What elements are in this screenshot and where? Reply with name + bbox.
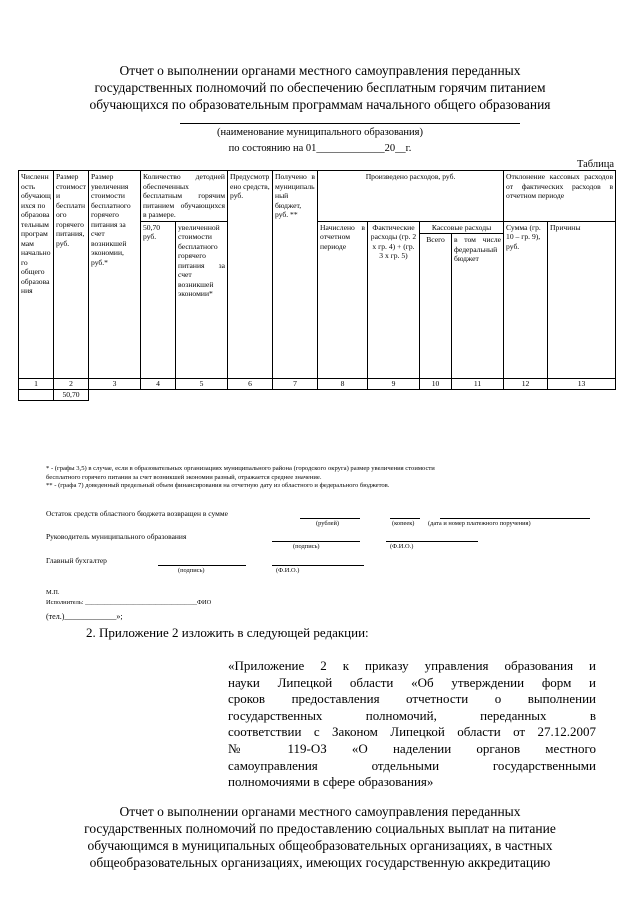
header-col7: Получено в муниципальный бюджет, руб. ** xyxy=(273,171,318,379)
quote-line: сроков предоставления отчетности о выполнении xyxy=(228,691,596,707)
empty-cell xyxy=(318,390,368,401)
report-title-2 xyxy=(20,803,620,871)
empty-cell xyxy=(548,390,616,401)
fio-caption: (Ф.И.О.) xyxy=(390,543,414,550)
quote-line: государственных полномочий, переданных в xyxy=(228,707,596,723)
column-number: 9 xyxy=(368,379,420,390)
header-col12-13: Отклонение кассовых расходов от фактических расходов в отчетном периоде xyxy=(504,171,616,222)
empty-cell xyxy=(273,390,318,401)
head-signature-field[interactable] xyxy=(272,541,360,542)
header-col12: Сумма (гр. 10 – гр. 9), руб. xyxy=(504,221,548,379)
column-number: 5 xyxy=(176,379,228,390)
header-col2: Размер стоимости бесплатного горячего питания, руб. xyxy=(54,171,89,379)
empty-cell xyxy=(176,390,228,401)
kopecks-caption: (копеек) xyxy=(392,520,415,527)
table-row xyxy=(19,390,616,401)
head-fio-field[interactable] xyxy=(386,541,478,542)
municipality-caption: (наименование муниципального образования) xyxy=(216,127,424,138)
table-cell[interactable]: 50,70 xyxy=(54,390,89,401)
header-col10: Всего xyxy=(420,234,452,379)
header-col4: 50,70 руб. xyxy=(141,221,176,379)
report-title-line: обучающихся по образовательным программам начального общего образования xyxy=(89,97,551,112)
signature-caption: (подпись) xyxy=(293,543,320,550)
rubles-caption: (рублей) xyxy=(316,520,340,527)
empty-cell xyxy=(228,390,273,401)
footnote-1-line: * - (графы 3,5) в случае, если в образовательных организациях муниципального района (городского округа) размер увеличения стоимости xyxy=(46,465,435,472)
payment-caption: (дата и номер платежного поручения) xyxy=(428,520,531,527)
column-number: 7 xyxy=(273,379,318,390)
empty-cell xyxy=(368,390,420,401)
header-col8-11: Произведено расходов, руб. xyxy=(318,171,504,222)
column-number: 3 xyxy=(89,379,141,390)
footnote-2: ** - (графа 7) доведенный предельный объем финансирования на отчетную дату из областного и федерального бюджетов. xyxy=(46,482,390,490)
header-col8: Начислено в отчетном периоде xyxy=(318,221,368,379)
table-cell[interactable] xyxy=(19,390,54,401)
footnote-1-line: бесплатного горячего питания за счет возникшей экономии разный, отражается среднее значение. xyxy=(46,473,322,481)
empty-cell xyxy=(141,390,176,401)
remainder-label: Остаток средств областного бюджета возвращен в сумме xyxy=(46,509,228,518)
accountant-signature-caption: (подпись) xyxy=(178,567,205,574)
accountant-fio-caption: (Ф.И.О.) xyxy=(276,567,300,574)
footnotes xyxy=(46,465,606,491)
header-col4-5: Количество детодней обеспеченных бесплатным горячим питанием обучающихся в размере. xyxy=(141,171,228,222)
report-title xyxy=(20,62,620,113)
column-numbers-row xyxy=(19,379,616,390)
accountant-label: Главный бухгалтер xyxy=(46,556,107,565)
header-col13: Причины xyxy=(548,221,616,379)
report-title-line: государственных полномочий по обеспечению бесплатным горячим питанием xyxy=(94,80,546,95)
quote-line: науки Липецкой области «Об утверждении форм и xyxy=(228,674,596,690)
report-title-line: Отчет о выполнении органами местного самоуправления переданных xyxy=(119,63,521,78)
column-number: 8 xyxy=(318,379,368,390)
column-number: 13 xyxy=(548,379,616,390)
column-number: 6 xyxy=(228,379,273,390)
column-number: 12 xyxy=(504,379,548,390)
header-col11: в том числе федеральный бюджет xyxy=(452,234,504,379)
column-number: 1 xyxy=(19,379,54,390)
header-col10-11: Кассовые расходы xyxy=(420,221,504,234)
column-number: 11 xyxy=(452,379,504,390)
header-col5: увеличенной стоимости бесплатного горячего питания за счет возникшей экономии* xyxy=(176,221,228,379)
report-title-2-line: обучающимся в муниципальных общеобразовательных организациях, в частных xyxy=(87,838,553,853)
municipality-name-line xyxy=(180,123,520,124)
column-number: 4 xyxy=(141,379,176,390)
quote-line: самоуправления отдельными государственными xyxy=(228,757,596,773)
rubles-field[interactable] xyxy=(300,518,360,519)
quote-line: полномочиями в сфере образования» xyxy=(228,774,434,790)
mp-label: М.П. xyxy=(46,589,60,596)
quote-line: № 119-ОЗ «О наделении органов местного xyxy=(228,740,596,756)
accountant-fio-field[interactable] xyxy=(272,565,364,566)
annex-quote xyxy=(228,658,596,791)
header-col9: Фактические расходы (гр. 2 х гр. 4) + (гр. 3 х гр. 5) xyxy=(368,221,420,379)
accountant-signature-field[interactable] xyxy=(158,565,246,566)
kopecks-field[interactable] xyxy=(390,518,420,519)
executor-line: Исполнитель: ___________________________________ФИО xyxy=(46,599,212,606)
quote-line: соответствии с Законом Липецкой области от 27.12.2007 xyxy=(228,724,596,740)
phone-line: (тел.)_____________»; xyxy=(46,612,123,621)
column-number: 2 xyxy=(54,379,89,390)
header-col3: Размер увеличения стоимости бесплатного горячего питания за счет возникшей экономии, руб.* xyxy=(89,171,141,379)
header-col6: Предусмотрено средств, руб. xyxy=(228,171,273,379)
report-table xyxy=(18,170,616,401)
empty-cell xyxy=(504,390,548,401)
annex-statement: 2. Приложение 2 изложить в следующей редакции: xyxy=(86,625,369,640)
payment-field[interactable] xyxy=(440,518,590,519)
empty-cell xyxy=(89,390,141,401)
table-label: Таблица xyxy=(576,159,614,170)
head-label: Руководитель муниципального образования xyxy=(46,532,187,541)
date-line: по состоянию на 01_____________20__г. xyxy=(228,143,412,154)
report-title-2-line: общеобразовательных организациях, имеющих государственную аккредитацию xyxy=(89,855,551,870)
empty-cell xyxy=(420,390,452,401)
header-col1: Численность обучающихся по образовательным программам начального общего образования xyxy=(19,171,54,379)
report-title-2-line: Отчет о выполнении органами местного самоуправления переданных xyxy=(119,804,521,819)
quote-line: «Приложение 2 к приказу управления образования и xyxy=(228,658,596,673)
column-number: 10 xyxy=(420,379,452,390)
empty-cell xyxy=(452,390,504,401)
report-title-2-line: государственных полномочий по предоставлению социальных выплат на питание xyxy=(84,821,556,836)
